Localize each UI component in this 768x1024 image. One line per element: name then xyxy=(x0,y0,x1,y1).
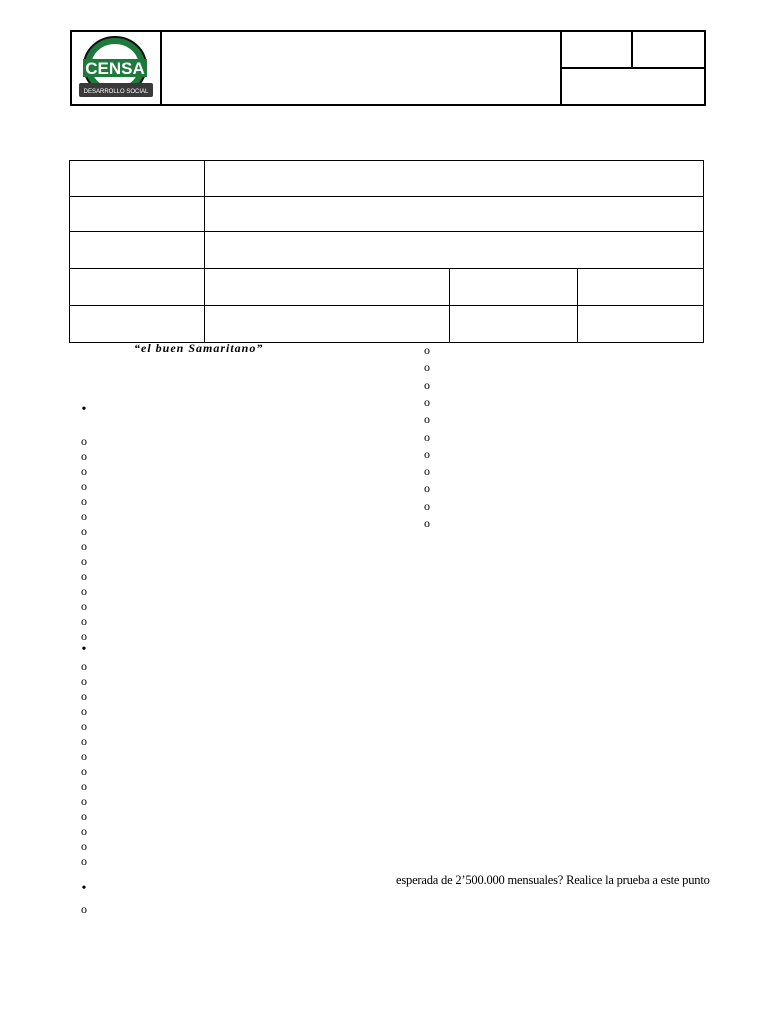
label-cell xyxy=(70,197,205,232)
hollow-bullet-icon: o xyxy=(81,719,87,733)
hollow-bullet-icon: o xyxy=(81,794,87,808)
hollow-bullet-icon: o xyxy=(81,464,87,478)
hollow-bullet-icon: o xyxy=(424,412,430,427)
hollow-bullet-icon: o xyxy=(81,449,87,463)
hollow-bullet-icon: o xyxy=(81,809,87,823)
hollow-bullet-icon: o xyxy=(81,524,87,538)
hollow-bullet-icon: o xyxy=(81,494,87,508)
hollow-bullet-icon: o xyxy=(81,704,87,718)
hollow-bullet-icon: o xyxy=(81,539,87,553)
logo-cell xyxy=(72,32,162,104)
value-cell xyxy=(205,197,704,232)
hollow-bullet-icon: o xyxy=(81,839,87,853)
hollow-bullet-icon: o xyxy=(424,343,430,357)
hollow-bullet-icon: o xyxy=(81,902,87,916)
hollow-bullet-icon: o xyxy=(81,569,87,583)
hollow-bullet-icon: o xyxy=(81,584,87,598)
filled-bullet-icon: • xyxy=(81,881,87,896)
hollow-bullet-icon: o xyxy=(424,394,430,409)
hollow-bullet-icon: o xyxy=(81,674,87,688)
hollow-bullet-icon: o xyxy=(424,360,430,375)
info-table xyxy=(69,160,704,343)
svg-text:CENSA: CENSA xyxy=(85,59,145,78)
hollow-bullet-icon: o xyxy=(81,779,87,793)
censa-logo xyxy=(73,33,159,103)
value-cell xyxy=(205,269,450,306)
title-cell xyxy=(162,32,562,104)
hollow-bullet-icon: o xyxy=(424,481,430,496)
hollow-bullet-icon: o xyxy=(81,689,87,703)
hollow-bullet-icon: o xyxy=(424,429,430,444)
document-header xyxy=(70,30,706,106)
version-cell xyxy=(633,32,704,69)
hollow-bullet-icon: o xyxy=(81,629,87,643)
hollow-bullet-icon: o xyxy=(81,734,87,748)
hollow-bullet-icon: o xyxy=(81,764,87,778)
hollow-bullet-icon: o xyxy=(81,599,87,613)
hollow-bullet-icon: o xyxy=(424,498,430,513)
hollow-bullet-icon: o xyxy=(81,749,87,763)
label-cell xyxy=(70,269,205,306)
date-cell xyxy=(562,69,704,104)
code-cell xyxy=(562,32,633,69)
hollow-bullet-icon: o xyxy=(81,824,87,838)
hollow-bullet-icon: o xyxy=(81,434,87,448)
label-cell xyxy=(450,269,578,306)
value-cell xyxy=(205,306,450,342)
filled-bullet-icon: • xyxy=(81,402,87,417)
value-cell xyxy=(205,232,704,269)
question-text: esperada de 2’500.000 mensuales? Realice la prueba a este punto xyxy=(396,873,710,887)
hollow-bullet-icon: o xyxy=(424,377,430,392)
hollow-bullet-icon: o xyxy=(81,854,87,868)
label-cell xyxy=(70,232,205,269)
hollow-bullet-icon: o xyxy=(81,614,87,628)
hollow-bullet-icon: o xyxy=(81,659,87,673)
label-cell xyxy=(450,306,578,342)
label-cell xyxy=(70,161,205,197)
quote-text: “el buen Samaritano” xyxy=(134,341,264,355)
hollow-bullet-icon: o xyxy=(81,554,87,568)
value-cell xyxy=(205,161,704,197)
svg-text:DESARROLLO SOCIAL: DESARROLLO SOCIAL xyxy=(83,89,149,95)
hollow-bullet-icon: o xyxy=(424,516,430,530)
hollow-bullet-icon: o xyxy=(81,509,87,523)
label-cell xyxy=(70,306,205,342)
hollow-bullet-icon: o xyxy=(424,464,430,479)
hollow-bullet-icon: o xyxy=(81,479,87,493)
hollow-bullet-icon: o xyxy=(424,446,430,461)
value-cell xyxy=(578,269,704,306)
filled-bullet-icon: • xyxy=(81,642,87,657)
value-cell xyxy=(578,306,704,342)
